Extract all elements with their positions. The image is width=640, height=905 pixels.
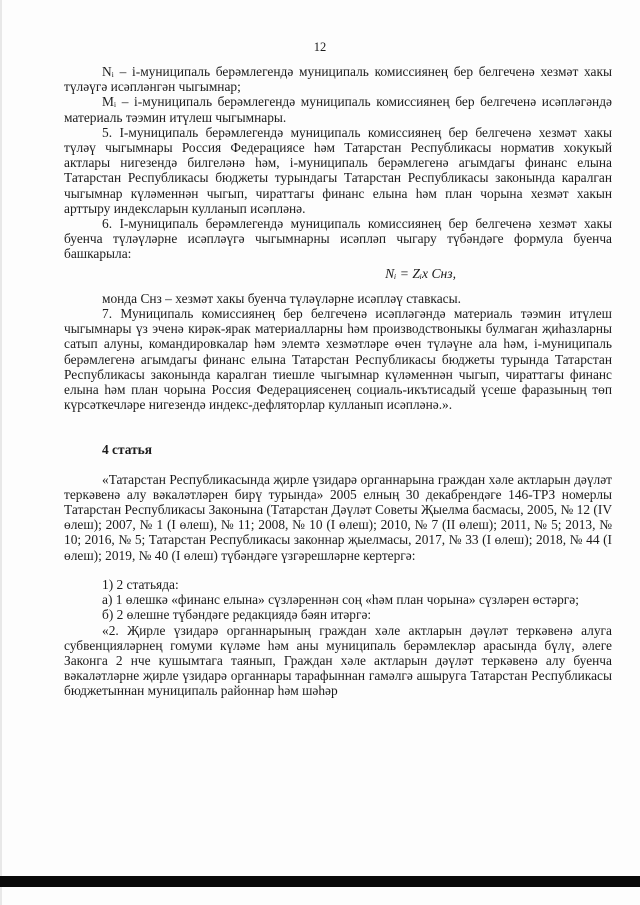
paragraph-subitem-a: а) 1 өлешкә «финанс елына» сүзләреннән соң «һәм план чорына» сүзләрен өстәргә;: [102, 592, 579, 608]
spacer: [64, 563, 612, 577]
paragraph-item-6: 6. І-муниципаль берәмлегендә муниципаль комиссиянең бер белгеченә хезмәт хакы буенча түләүләрне исәпләүгә чыгымнарны исәпләп чыгару түбәндәге формула буенча башкарыла:: [64, 216, 612, 262]
document-body: [64, 64, 612, 699]
paragraph-subitem-1: 1) 2 статьяда:: [102, 576, 179, 592]
paragraph-law-amendment-intro: «Татарстан Республикасында җирле үзидарә органнарына граждан хәле актларын дәүләт теркәвенә алу вәкаләтләрен бирү турында» 2005 елның 30 декабрендәге 146-ТРЗ номерлы Татарстан Республикасы Законына (Татарстан Дәүләт Советы Җыелма басмасы, 2005, № 12 (IV өлеш); 2007, № 1 (I өлеш), № 11; 2008, № 10 (I өлеш); 2010, № 7 (II өлеш); 2011, № 5; 2013, № 10; 2016, № 5; Татарстан Республикасы законнар җыелмасы, 2017, № 33 (I өлеш); 2018, № 44 (I өлеш); 2019, № 40 (I өлеш) түбәндәге үзгәрешләрне кертергә:: [64, 471, 612, 563]
formula: Nᵢ = Zᵢx Снз,: [385, 265, 456, 281]
paragraph-subitem-b: б) 2 өлешне түбәндәге редакциядә бәян итәргә:: [102, 607, 372, 623]
paragraph-n-definition: Nᵢ – і-муниципаль берәмлегендә муниципаль комиссиянең бер белгеченә хезмәт хакы түләүгә исәпләнгән чыгымнар;: [64, 64, 612, 95]
article-heading: 4 статья: [102, 442, 152, 458]
paragraph-quoted-text: «2. Җирле үзидарә органнарының граждан хәле актларын дәүләт теркәвенә алуга субвенцияләрнең гомуми күләме һәм аны муниципаль берәмлекләр арасында бүлү, әлеге Законга 2 нче кушымтага таянып, Граждан хәле актларын дәүләт теркәвенә алу буенча вәкаләтләрне җирле үзидарә органнары тарафыннан гамәлгә ашыруга Татарстан Республикасы бюджетыннан муниципаль районнар һәм шәһәр: [64, 622, 612, 699]
paragraph-m-definition: Mᵢ – і-муниципаль берәмлегендә муниципаль комиссиянең бер белгеченә исәпләгәндә материаль тәэмин итүлеш чыгымнары.: [64, 94, 612, 125]
scan-edge: [0, 0, 2, 905]
paragraph-item-5: 5. І-муниципаль берәмлегендә муниципаль комиссиянең бер белгеченә хезмәт хакы түләү чыгымнары Россия Федерациясе һәм Татарстан Республикасы норматив хокукый актлары нигезендә билгеләнә һәм, і-муниципаль берәмлегенә агымдагы финанс елына Татарстан Республикасы бюджеты турындагы Татарстан Республикасы законында каралган чыгымнар күләменнән чыгып, чираттагы финанс елына һәм план чорына хезмәт хакын арттыру индексларын кулланып исәпләнә.: [64, 124, 612, 216]
paragraph-formula-note: монда Снз – хезмәт хакы буенча түләүләрне исәпләү ставкасы.: [102, 290, 461, 306]
paragraph-item-7: 7. Муниципаль комиссиянең бер белгеченә исәпләгәндә материаль тәэмин итүлеш чыгымнары үз эченә кирәк-ярак материалларны һәм производствоныкы булмаган җиһазларны сатып алуны, командировкалар һәм элемтә хезмәтләре өчен түләүне ала һәм, і-муниципаль берәмлегенә агымдагы финанс елына Татарстан Республикасы бюджеты турында Татарстан Республикасы законында каралган тиешле чыгымнар күләменнән чыгып, чираттагы финанс елына һәм план чорына Россия Федерациясенең социаль-икътисадый үсеше фаразының төп күрсәткечләре нигезендә индекс-дефляторлар кулланып исәпләнә.».: [64, 306, 612, 413]
page-number: 12: [313, 40, 327, 54]
scan-bottom-border: [0, 876, 640, 887]
